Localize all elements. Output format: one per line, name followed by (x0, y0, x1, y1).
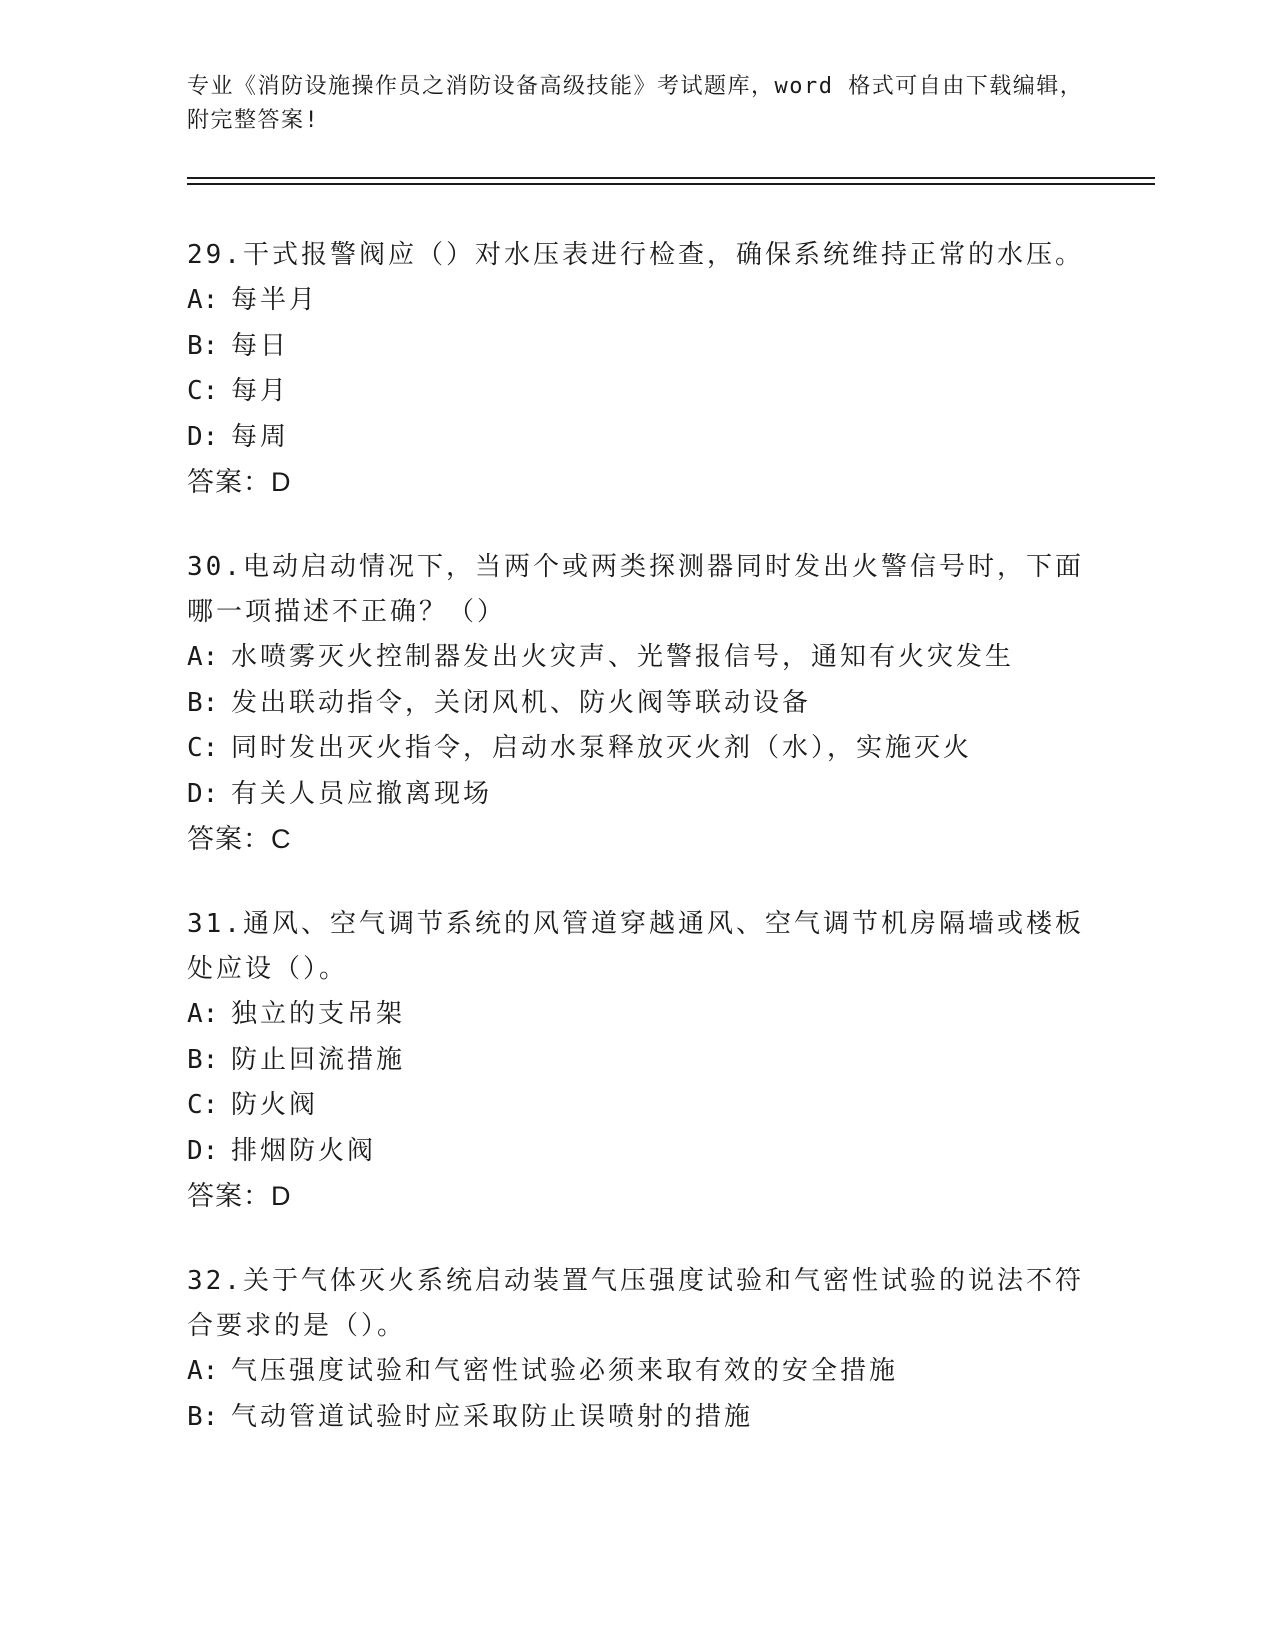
option-a (187, 278, 1087, 324)
answer-line: 答案：D (187, 467, 292, 497)
option-c (187, 369, 1087, 415)
option-letter: A: (187, 642, 219, 672)
option-letter: B: (187, 1401, 219, 1432)
option-text: 每月 (231, 376, 290, 406)
option-letter: D: (187, 778, 219, 809)
option-letter: D: (187, 1135, 219, 1166)
option-c (187, 1083, 1087, 1129)
option-b (187, 1395, 1087, 1441)
option-letter: C: (187, 1090, 219, 1120)
question-text: 30.电动启动情况下，当两个或两类探测器同时发出火警信号时，下面哪一项描述不正确？（） (187, 552, 1084, 627)
option-text: 同时发出灭火指令，启动水泵释放灭火剂（水），实施灭火 (231, 733, 973, 763)
option-text: 气压强度试验和气密性试验必须来取有效的安全措施 (231, 1356, 899, 1386)
option-letter: B: (187, 687, 219, 718)
question-31 (187, 902, 1087, 1219)
option-text: 气动管道试验时应采取防止误喷射的措施 (231, 1401, 754, 1432)
option-text: 排烟防火阀 (231, 1135, 377, 1166)
question-32 (187, 1259, 1087, 1440)
option-letter: D: (187, 421, 219, 452)
answer-line: 答案：D (187, 1181, 292, 1211)
option-d (187, 1129, 1087, 1175)
option-b (187, 324, 1087, 370)
option-text: 每半月 (231, 285, 319, 315)
option-a (187, 1349, 1087, 1395)
option-b (187, 681, 1087, 727)
option-a (187, 992, 1087, 1038)
question-30 (187, 545, 1087, 862)
option-letter: C: (187, 376, 219, 406)
option-d (187, 772, 1087, 818)
option-letter: B: (187, 330, 219, 361)
option-letter: A: (187, 1356, 219, 1386)
option-text: 防止回流措施 (231, 1044, 406, 1075)
option-text: 发出联动指令，关闭风机、防火阀等联动设备 (231, 687, 812, 718)
option-letter: A: (187, 999, 219, 1029)
option-letter: C: (187, 733, 219, 763)
option-d (187, 415, 1087, 461)
document-header: 专业《消防设施操作员之消防设备高级技能》考试题库，word 格式可自由下载编辑，附完整答案! (187, 74, 1084, 133)
option-text: 水喷雾灭火控制器发出火灾声、光警报信号，通知有火灾发生 (231, 642, 1015, 672)
option-text: 防火阀 (231, 1090, 319, 1120)
option-text: 有关人员应撤离现场 (231, 778, 493, 809)
option-a (187, 635, 1087, 681)
option-letter: A: (187, 285, 219, 315)
option-text: 独立的支吊架 (231, 999, 406, 1029)
option-b (187, 1038, 1087, 1084)
option-text: 每日 (231, 330, 290, 361)
question-text: 29.干式报警阀应（）对水压表进行检查，确保系统维持正常的水压。 (187, 240, 1084, 270)
question-29 (187, 233, 1087, 505)
option-letter: B: (187, 1044, 219, 1075)
option-text: 每周 (231, 421, 290, 452)
answer-line: 答案：C (187, 824, 292, 854)
question-list (187, 233, 1087, 1480)
option-c (187, 726, 1087, 772)
header-divider-bottom (187, 183, 1155, 185)
header-divider-top (187, 177, 1155, 179)
question-text: 32.关于气体灭火系统启动装置气压强度试验和气密性试验的说法不符合要求的是（）。 (187, 1266, 1084, 1341)
question-text: 31.通风、空气调节系统的风管道穿越通风、空气调节机房隔墙或楼板处应设（）。 (187, 909, 1084, 984)
